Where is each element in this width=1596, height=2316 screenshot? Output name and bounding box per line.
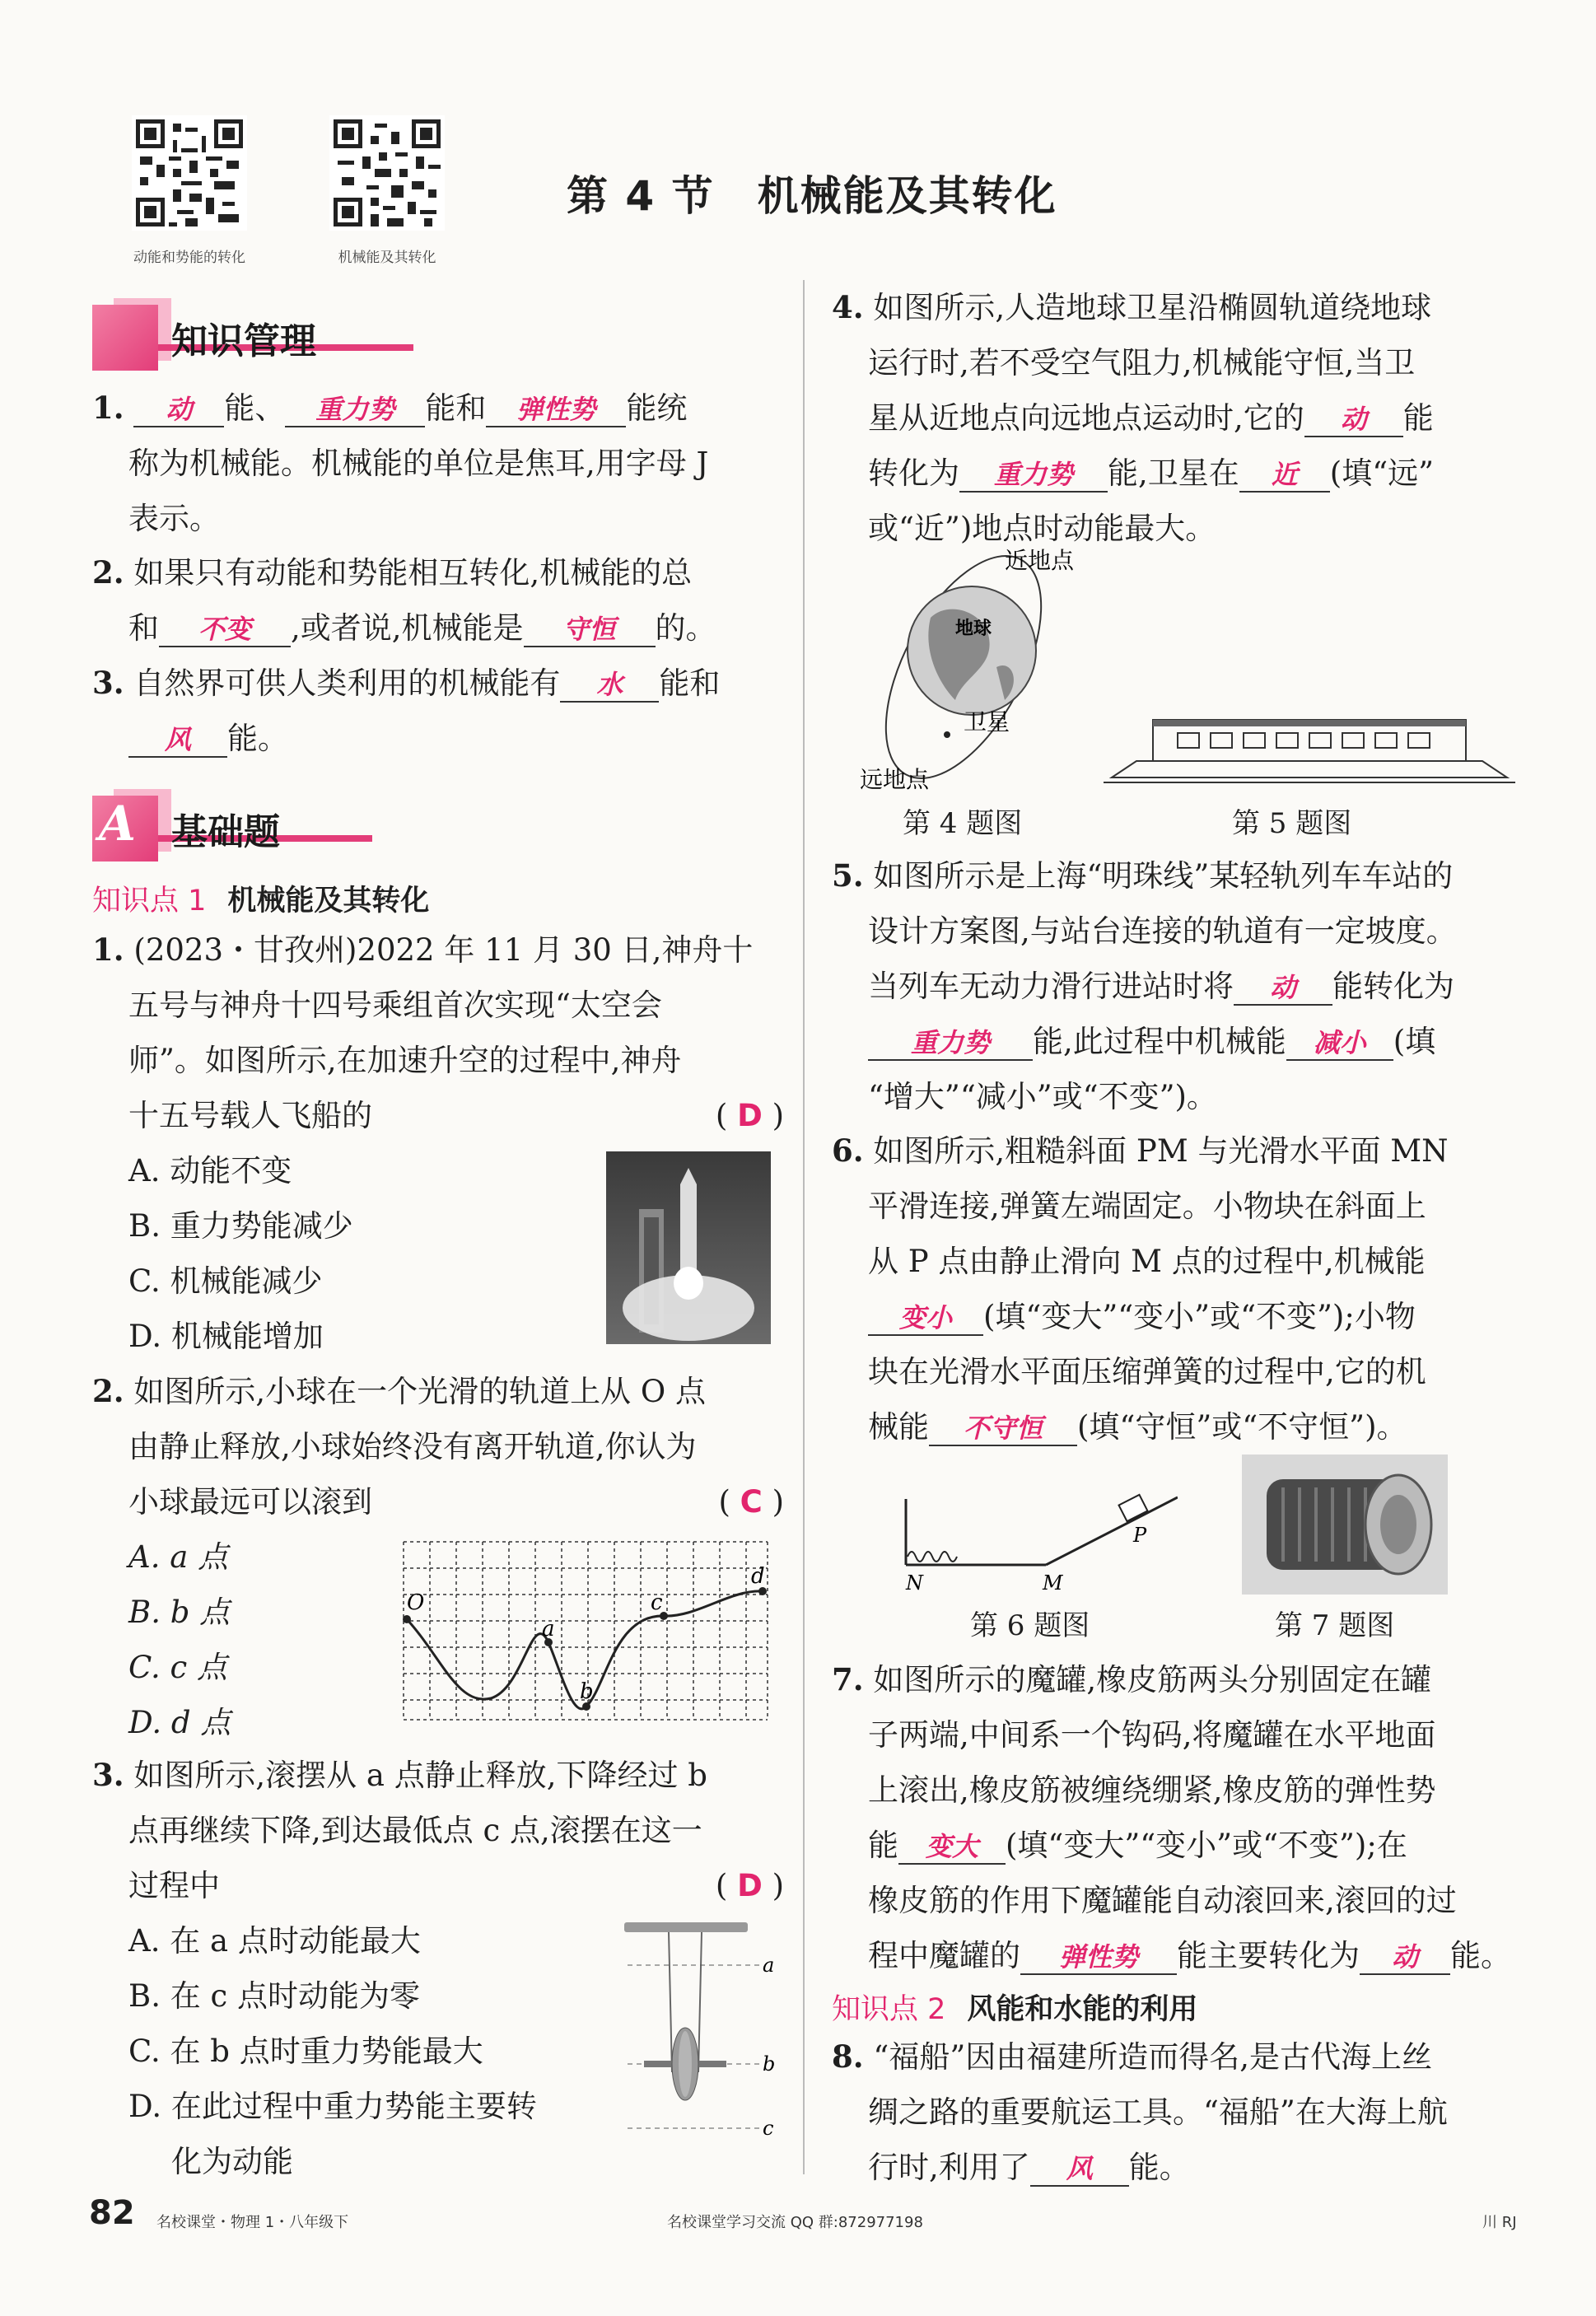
question-text: 能,此过程中机械能: [1033, 1024, 1286, 1059]
point-label-p: P: [1133, 1524, 1147, 1547]
question-text: 师”。如图所示,在加速升空的过程中,神舟: [128, 1043, 682, 1078]
column-divider: [803, 280, 805, 2174]
answer-bracket: [716, 1088, 784, 1143]
question-text: 能。: [1128, 2150, 1190, 2185]
option: D. d 点: [128, 1705, 231, 1740]
question-text: (填“远”: [1329, 455, 1435, 491]
answer-blank: 风: [128, 723, 227, 758]
answer-blank: 不守恒: [929, 1412, 1077, 1446]
knowledge-q1: [92, 381, 784, 546]
answer-blank: 减小: [1286, 1026, 1393, 1061]
figure-caption-6: 第 6 题图: [970, 1609, 1090, 1642]
question-text: 由静止释放,小球始终没有离开轨道,你认为: [128, 1429, 697, 1464]
question-text: 能主要转化为: [1177, 1938, 1360, 1973]
question-text: (填: [1393, 1024, 1436, 1059]
answer-blank: 动: [1304, 403, 1403, 437]
answer-bracket: [716, 1858, 784, 1913]
question-text: 平滑连接,弹簧左端固定。小物块在斜面上: [868, 1188, 1426, 1224]
question-text: 上滚出,橡皮筋被缠绕绷紧,橡皮筋的弹性势: [868, 1772, 1436, 1808]
question-text: 过程中: [128, 1868, 220, 1903]
bracket: (: [715, 1098, 728, 1133]
right-q5: [832, 848, 1524, 1124]
question-number: 1.: [92, 932, 124, 968]
answer-choice: C: [740, 1484, 763, 1520]
qr-caption-2: 机械能及其转化: [338, 250, 436, 266]
knowledge-q3: [92, 656, 784, 766]
point-label-c: c: [651, 1590, 663, 1615]
answer-blank: 动: [1234, 971, 1332, 1006]
footer-edition: 川 RJ: [1482, 2214, 1517, 2231]
question-text: 表示。: [128, 501, 220, 536]
knowledge-q2: [92, 545, 784, 656]
near-point-label: 近地点: [1005, 547, 1075, 574]
question-text: 小球最远可以滚到: [128, 1484, 372, 1520]
point-label-a: a: [763, 1954, 775, 1977]
question-text: 行时,利用了: [868, 2150, 1030, 2185]
knowledge-point-1: [92, 878, 429, 919]
answer-blank: 动: [133, 393, 224, 427]
qr-caption-1: 动能和势能的转化: [133, 250, 245, 266]
section-banner-basic: [92, 789, 422, 871]
question-number: 3.: [92, 1757, 124, 1793]
knowledge-point-title: 风能和水能的利用: [967, 1993, 1198, 2026]
question-text: (填“变大”“变小”或“不变”);小物: [983, 1299, 1416, 1334]
question-text: 转化为: [868, 455, 959, 491]
question-text: 如图所示,人造地球卫星沿椭圆轨道绕地球: [873, 290, 1432, 325]
option: C. 在 b 点时重力势能最大: [128, 2034, 483, 2069]
question-text: 点再继续下降,到达最低点 c 点,滚摆在这一: [128, 1813, 702, 1848]
question-text: (填“守恒”或“不守恒”)。: [1077, 1409, 1407, 1445]
option: B. b 点: [128, 1595, 231, 1630]
earth-label: 地球: [955, 618, 992, 639]
question-text: 设计方案图,与站台连接的轨道有一定坡度。: [868, 913, 1457, 949]
question-text: 十五号载人飞船的: [128, 1098, 372, 1133]
question-number: 7.: [832, 1661, 864, 1697]
question-number: 6.: [832, 1132, 864, 1169]
banner-decor: [92, 305, 158, 371]
answer-blank: 弹性势: [486, 393, 626, 427]
qr-code-icon: [329, 115, 445, 231]
answer-blank: 重力势: [285, 393, 425, 427]
question-text: 称为机械能。机械能的单位是焦耳,用字母 J: [128, 446, 709, 481]
point-label-d: d: [751, 1564, 765, 1589]
page-number: 82: [89, 2194, 135, 2232]
question-text: 能。: [1450, 1938, 1511, 1973]
answer-blank: 动: [1360, 1940, 1450, 1975]
section-title: 基础题: [171, 811, 280, 853]
answer-choice: D: [737, 1098, 763, 1133]
satellite-orbit-figure: [856, 544, 1104, 791]
question-text: 如图所示的魔罐,橡皮筋两头分别固定在罐: [873, 1662, 1432, 1697]
knowledge-point-label: 知识点 1: [92, 885, 207, 918]
answer-blank: 弹性势: [1020, 1940, 1177, 1975]
question-text: 如图所示,小球在一个光滑的轨道上从 O 点: [133, 1374, 707, 1409]
point-label-o: O: [407, 1590, 425, 1615]
footer-book-title: 名校课堂・物理 1・八年级下: [156, 2214, 349, 2231]
question-text: ,或者说,机械能是: [291, 610, 524, 646]
question-text: 和: [128, 610, 159, 646]
knowledge-point-2: [832, 1987, 1197, 2028]
answer-blank: 不变: [159, 613, 291, 647]
figure-caption-7: 第 7 题图: [1275, 1609, 1395, 1642]
answer-blank: 近: [1239, 458, 1330, 493]
question-text: 能和: [425, 390, 487, 426]
qr-code-icon: [132, 115, 247, 231]
question-text: 能,卫星在: [1108, 455, 1239, 491]
maxwell-wheel-figure: [619, 1919, 781, 2141]
question-number: 3.: [92, 665, 124, 701]
question-text: 能统: [626, 390, 688, 426]
section-letter: A: [99, 796, 137, 852]
rocket-launch-image: [606, 1151, 771, 1344]
question-text: 能: [868, 1828, 898, 1863]
bracket: ): [772, 1484, 784, 1520]
question-text: 如图所示,粗糙斜面 PM 与光滑水平面 MN: [873, 1133, 1449, 1169]
option: C. 机械能减少: [128, 1263, 323, 1299]
option: C. c 点: [128, 1650, 227, 1685]
question-text: 块在光滑水平面压缩弹簧的过程中,它的机: [868, 1354, 1426, 1389]
question-text: 绸之路的重要航运工具。“福船”在大海上航: [868, 2094, 1448, 2130]
right-q4: [832, 280, 1524, 556]
train-station-figure: [1104, 712, 1515, 786]
question-text: 当列车无动力滑行进站时将: [868, 969, 1234, 1004]
right-q7: [832, 1652, 1524, 1983]
right-q6: [832, 1123, 1524, 1455]
question-text: “福船”因由福建所造而得名,是古代海上丝: [873, 2039, 1432, 2075]
point-label-c: c: [763, 2117, 774, 2140]
answer-blank: 重力势: [959, 458, 1108, 493]
point-label-m: M: [1043, 1571, 1063, 1595]
option: B. 重力势能减少: [128, 1208, 353, 1244]
satellite-label: 卫星: [964, 708, 1010, 735]
answer-blank: 守恒: [524, 613, 656, 647]
question-text: 如图所示是上海“明珠线”某轻轨列车车站的: [873, 858, 1454, 894]
bracket: ): [772, 1098, 784, 1133]
option: B. 在 c 点时动能为零: [128, 1978, 420, 2014]
question-text: 或“近”)地点时动能最大。: [868, 511, 1216, 546]
far-point-label: 远地点: [860, 766, 930, 791]
answer-blank: 变小: [868, 1301, 983, 1336]
question-number: 2.: [92, 1373, 124, 1409]
question-number: 8.: [832, 2038, 864, 2075]
qr-code-2[interactable]: [329, 115, 445, 234]
question-text: 子两端,中间系一个钩码,将魔罐在水平地面: [868, 1717, 1436, 1753]
question-text: “增大”“减小”或“不变”)。: [868, 1079, 1217, 1114]
point-label-n: N: [906, 1571, 923, 1595]
figure-caption-5: 第 5 题图: [1232, 807, 1352, 840]
question-text: 程中魔罐的: [868, 1938, 1020, 1973]
option: 化为动能: [171, 2144, 293, 2179]
answer-blank: 水: [560, 668, 659, 703]
question-number: 2.: [92, 554, 124, 591]
knowledge-point-label: 知识点 2: [832, 1993, 946, 2026]
question-number: 5.: [832, 857, 864, 894]
answer-blank: 风: [1030, 2152, 1129, 2187]
question-text: 从 P 点由静止滑向 M 点的过程中,机械能: [868, 1244, 1426, 1279]
question-text: 械能: [868, 1409, 929, 1445]
answer-bracket: [718, 1474, 784, 1529]
magic-can-image: [1242, 1455, 1448, 1595]
answer-blank: 重力势: [868, 1026, 1033, 1061]
bracket: (: [715, 1868, 728, 1903]
question-text: 能和: [659, 665, 721, 701]
option: A. 在 a 点时动能最大: [128, 1923, 421, 1959]
option: A. 动能不变: [128, 1153, 292, 1188]
question-text: 橡皮筋的作用下魔罐能自动滚回来,滚回的过: [868, 1883, 1457, 1918]
footer-qq-group: 名校课堂学习交流 QQ 群:872977198: [667, 2214, 923, 2231]
question-text: 星从近地点向远地点运动时,它的: [868, 400, 1304, 436]
track-figure: [400, 1534, 771, 1723]
question-text: 的。: [655, 610, 716, 646]
section-banner-knowledge: [92, 298, 422, 381]
incline-spring-figure: [898, 1483, 1178, 1598]
question-text: 能。: [227, 721, 288, 756]
answer-choice: D: [737, 1868, 763, 1903]
point-label-b: b: [763, 2052, 776, 2076]
question-text: 运行时,若不受空气阻力,机械能守恒,当卫: [868, 345, 1416, 381]
question-text: 五号与神舟十四号乘组首次实现“太空会: [128, 988, 662, 1023]
question-text: 能、: [224, 390, 286, 426]
knowledge-point-title: 机械能及其转化: [227, 885, 430, 918]
question-text: 能转化为: [1332, 969, 1454, 1004]
question-text: 如图所示,滚摆从 a 点静止释放,下降经过 b: [133, 1758, 707, 1793]
bracket: ): [772, 1868, 784, 1903]
option: D. 在此过程中重力势能主要转: [128, 2089, 537, 2124]
bracket: (: [718, 1484, 730, 1520]
question-text: 如果只有动能和势能相互转化,机械能的总: [133, 555, 693, 591]
question-text: 能: [1402, 400, 1434, 436]
question-text: (2023・甘孜州)2022 年 11 月 30 日,神舟十: [133, 932, 754, 968]
question-text: 自然界可供人类利用的机械能有: [133, 665, 561, 701]
point-label-a: a: [542, 1617, 555, 1641]
option: A. a 点: [128, 1539, 229, 1575]
question-text: (填“变大”“变小”或“不变”);在: [1006, 1828, 1407, 1863]
qr-code-1[interactable]: [132, 115, 247, 234]
option: D. 机械能增加: [128, 1319, 324, 1354]
answer-blank: 变大: [898, 1830, 1006, 1865]
question-number: 4.: [832, 289, 864, 325]
point-label-b: b: [580, 1679, 594, 1704]
question-number: 1.: [92, 390, 124, 426]
right-q8: [832, 2029, 1524, 2195]
section-title: 知识管理: [171, 320, 316, 362]
figure-caption-4: 第 4 题图: [903, 807, 1023, 840]
page-title: 第 4 节 机械能及其转化: [567, 172, 1057, 220]
